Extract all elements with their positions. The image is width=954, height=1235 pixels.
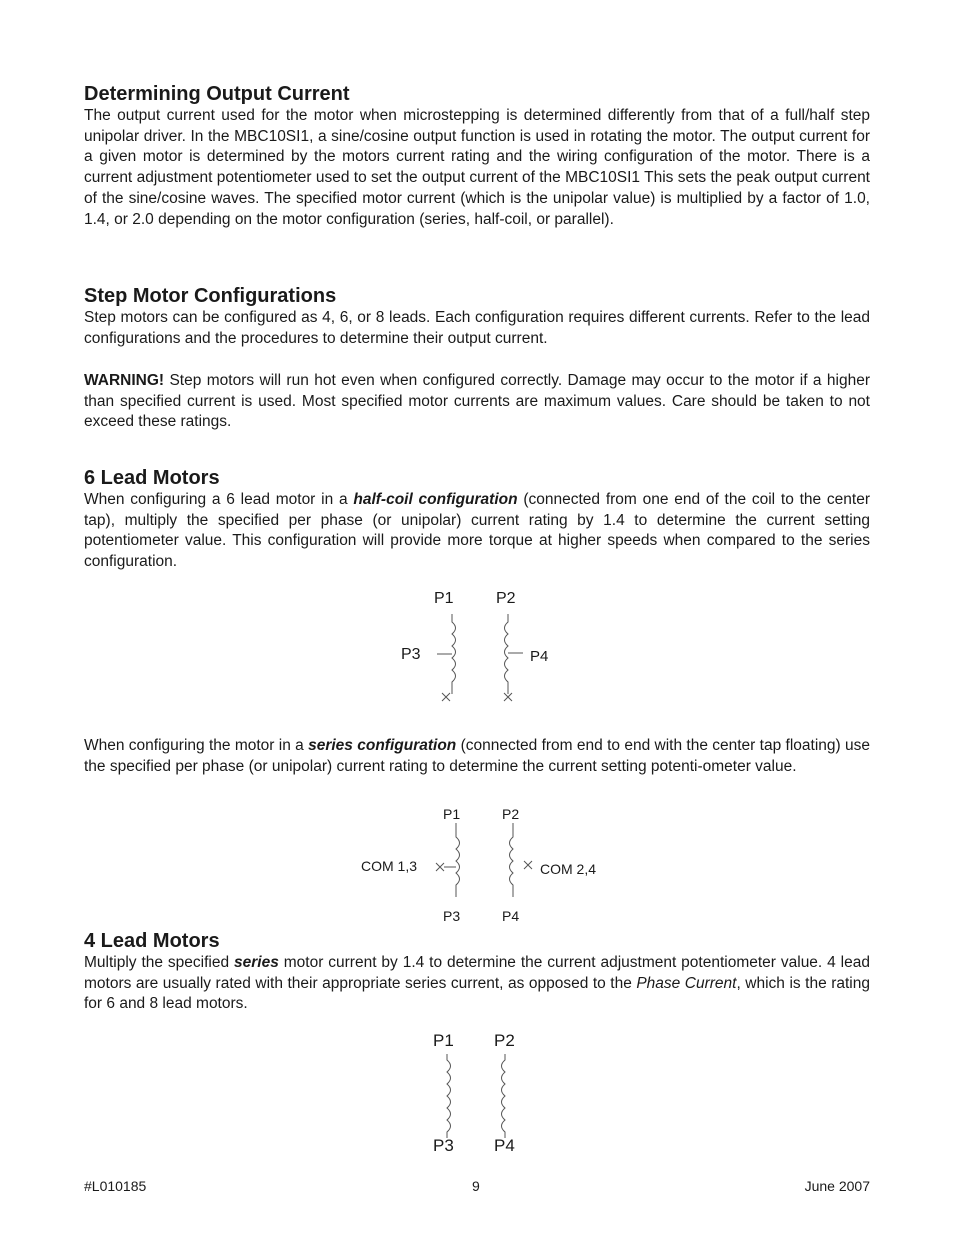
series-coil-right bbox=[510, 823, 533, 897]
text-run: When configuring the motor in a bbox=[84, 737, 309, 754]
label-series-p1: P1 bbox=[443, 806, 461, 822]
text-run: When configuring a 6 lead motor in a bbox=[84, 491, 354, 508]
label-p4: P4 bbox=[530, 648, 549, 665]
emphasis-halfcoil: half-coil configuration bbox=[353, 491, 518, 508]
emphasis-series: series bbox=[234, 954, 279, 971]
heading-output-current: Determining Output Current bbox=[84, 83, 350, 105]
emphasis-phase-current: Phase Current bbox=[636, 974, 737, 992]
fourlead-coil-left bbox=[447, 1054, 451, 1138]
label-p1: P1 bbox=[434, 590, 454, 607]
text-run: (connected from one end of the coil to the center tap), multiply the specified per phase (or unipolar) current rating by 1.4 to determine the current setting potentiometer value. This configuration will provide more torque at higher speeds when compared to the series configuration. bbox=[84, 491, 871, 571]
heading-four-lead: 4 Lead Motors bbox=[84, 930, 220, 952]
coil-right bbox=[504, 614, 523, 701]
label-p2: P2 bbox=[496, 590, 516, 607]
text-run: , which is the rating for 6 and 8 lead motors. bbox=[84, 974, 870, 1013]
series-coil-left bbox=[436, 823, 460, 897]
label-series-p4: P4 bbox=[502, 908, 520, 924]
text-run: (connected from end to end with the center tap floating) use the specified per phase (or unipolar) current rating to determine the current setting potenti-ometer value. bbox=[84, 737, 870, 775]
label-com24: COM 2,4 bbox=[540, 861, 597, 877]
heading-step-config: Step Motor Configurations bbox=[84, 285, 337, 307]
label-4lead-p4: P4 bbox=[494, 1136, 515, 1155]
warning-label: WARNING! bbox=[84, 372, 165, 389]
text-run: Multiply the specified bbox=[84, 954, 234, 971]
label-4lead-p1: P1 bbox=[433, 1031, 454, 1050]
text-run: motor current by 1.4 to determine the current adjustment potentiometer value. 4 lead motors are usually rated with their appropriate series current, as opposed to the bbox=[84, 954, 870, 992]
label-4lead-p3: P3 bbox=[433, 1136, 454, 1155]
heading-six-lead: 6 Lead Motors bbox=[84, 467, 220, 489]
footer-date: June 2007 bbox=[804, 1178, 870, 1194]
footer-page-number: 9 bbox=[472, 1178, 480, 1194]
emphasis-series: series configuration bbox=[308, 737, 457, 754]
label-4lead-p2: P2 bbox=[494, 1031, 515, 1050]
fourlead-coil-right bbox=[502, 1054, 506, 1138]
label-series-p2: P2 bbox=[502, 806, 520, 822]
paragraph-output-current: The output current used for the motor when microstepping is determined differently from that of a full/half step unipolar driver. In the MBC10SI1, a sine/cosine output function is used in rotating the motor. The output current for a given motor is determined by the motors current rating and the wiring configuration of the motor. There is a current adjustment potentiometer used to set the output current of the MBC10SI1 This sets the peak output current of the sine/cosine waves. The specified motor current (which is the unipolar value) is multiplied by a factor of 1.0, 1.4, or 2.0 depending on the motor configuration (series, half-coil, or parallel). bbox=[84, 107, 870, 228]
footer-doc-id: #L010185 bbox=[84, 1178, 147, 1194]
label-com13: COM 1,3 bbox=[361, 858, 418, 874]
coil-left bbox=[437, 614, 456, 701]
label-series-p3: P3 bbox=[443, 908, 461, 924]
label-p3: P3 bbox=[401, 646, 421, 663]
paragraph-step-config: Step motors can be configured as 4, 6, or 8 leads. Each configuration requires different currents. Refer to the lead configurations and the procedures to determine their output current. bbox=[84, 309, 870, 347]
warning-text: Step motors will run hot even when configured correctly. Damage may occur to the motor if a higher than specified current is used. Most specified motor currents are maximum values. Care should be taken to not exceed these ratings. bbox=[84, 372, 870, 431]
